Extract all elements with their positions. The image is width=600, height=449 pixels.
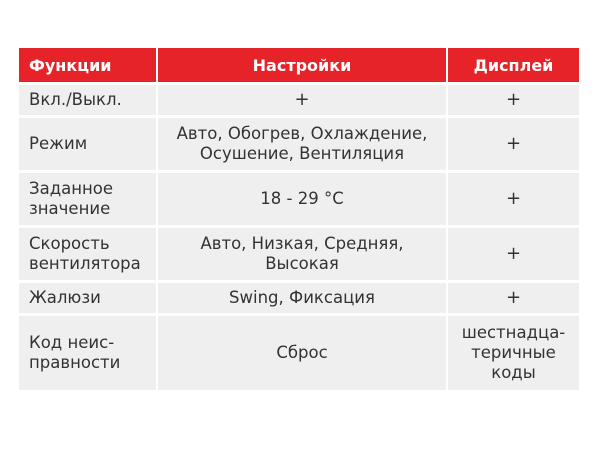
- table-row: [19, 85, 579, 115]
- cell-setting: Авто, Обогрев, Охлаждение, Осушение, Вентиляция: [156, 118, 446, 170]
- cell-setting: Сброс: [156, 316, 446, 390]
- cell-setting: +: [156, 85, 446, 115]
- header-display: Дисплей: [446, 48, 579, 82]
- table-row: [19, 316, 579, 390]
- cell-display: +: [446, 228, 579, 280]
- header-functions: Функции: [19, 48, 156, 82]
- cell-display: +: [446, 283, 579, 313]
- cell-function: Код неис-правности: [19, 316, 156, 390]
- cell-setting: Swing, Фиксация: [156, 283, 446, 313]
- cell-setting: Авто, Низкая, Средняя, Высокая: [156, 228, 446, 280]
- table-row: [19, 283, 579, 313]
- header-settings: Настройки: [156, 48, 446, 82]
- cell-function: Режим: [19, 118, 156, 170]
- cell-function: Заданное значение: [19, 173, 156, 225]
- cell-function: Жалюзи: [19, 283, 156, 313]
- header-row: [19, 48, 579, 82]
- cell-setting: 18 - 29 °C: [156, 173, 446, 225]
- cell-display: +: [446, 173, 579, 225]
- cell-function: Вкл./Выкл.: [19, 85, 156, 115]
- cell-function: Скорость вентилятора: [19, 228, 156, 280]
- cell-display: +: [446, 118, 579, 170]
- cell-display: шестнадца-теричные коды: [446, 316, 579, 390]
- functions-table: [19, 45, 579, 393]
- table-row: [19, 118, 579, 170]
- table-row: [19, 228, 579, 280]
- table-body: [19, 85, 579, 390]
- table-row: [19, 173, 579, 225]
- table-header: [19, 48, 579, 82]
- cell-display: +: [446, 85, 579, 115]
